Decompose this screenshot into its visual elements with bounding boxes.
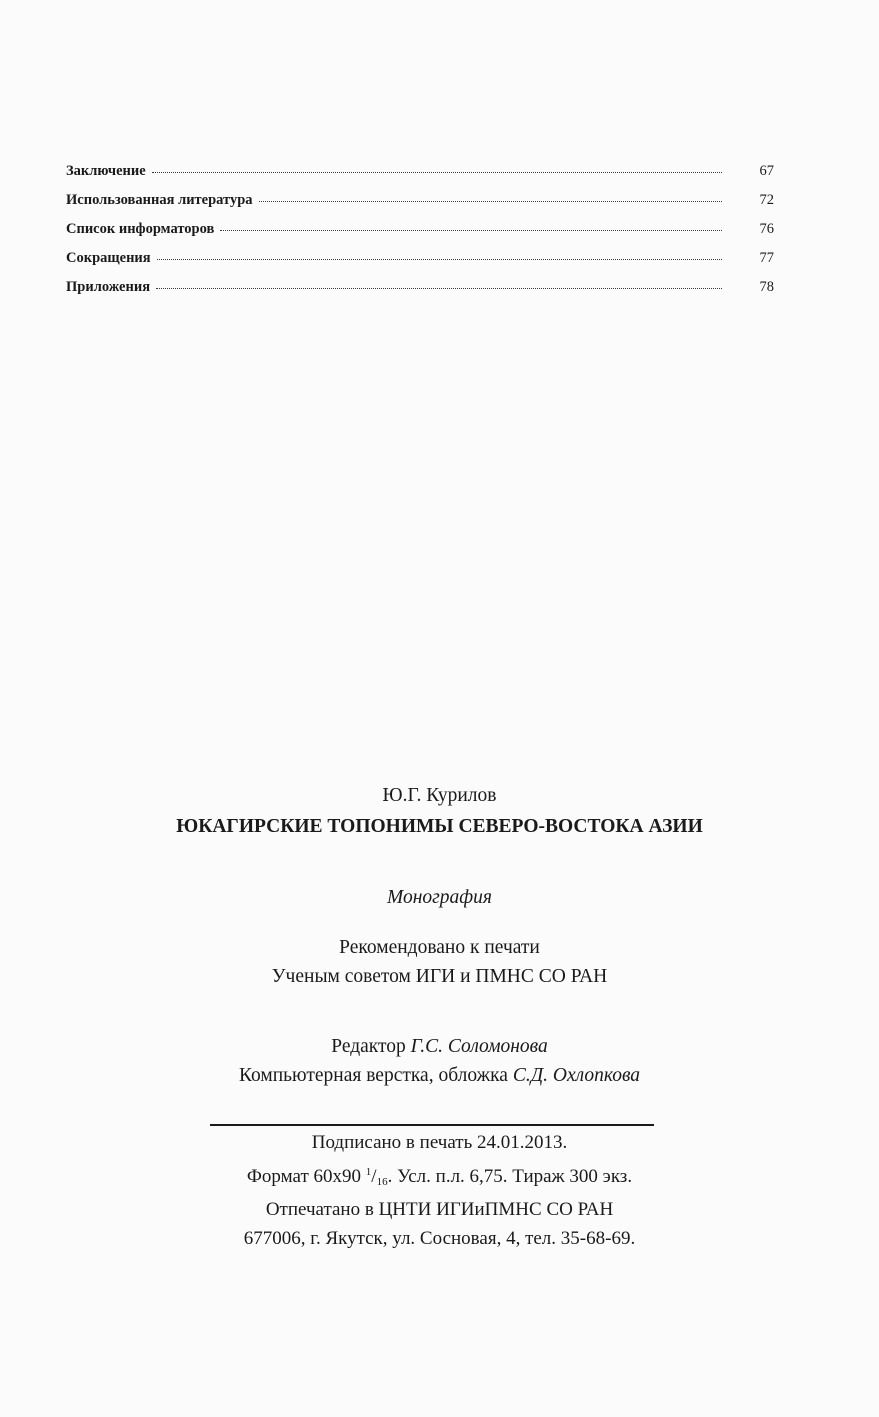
toc-entry-page: 72	[759, 192, 774, 208]
toc-entry-page: 77	[759, 250, 774, 266]
toc-entry-label: Список информаторов	[66, 221, 215, 237]
format-suffix: . Усл. п.л. 6,75. Тираж 300 экз.	[387, 1165, 633, 1187]
printed-at: Отпечатано в ЦНТИ ИГИиПМНС СО РАН	[265, 1199, 614, 1220]
toc-entry-conclusion	[66, 163, 774, 192]
layout-label: Компьютерная верстка, обложка	[238, 1065, 508, 1086]
divider-line	[210, 1124, 654, 1126]
toc-entry-label: Сокращения	[66, 250, 151, 266]
editor-credit	[0, 1032, 879, 1061]
book-genre: Монография	[387, 887, 492, 908]
signed-date: Подписано в печать 24.01.2013.	[311, 1132, 568, 1153]
format-fraction: $^1/_{16}$	[365, 1165, 388, 1188]
toc-leader-dots	[157, 259, 722, 260]
toc-leader-dots	[152, 172, 722, 173]
toc-leader-dots	[259, 201, 722, 202]
toc-leader-dots	[156, 288, 722, 289]
toc-entry-page: 76	[759, 221, 774, 237]
layout-credit	[0, 1061, 879, 1090]
toc-entry-page: 78	[759, 279, 774, 295]
editor-label: Редактор	[331, 1036, 406, 1057]
book-author: Ю.Г. Курилов	[382, 785, 497, 806]
toc-entry-label: Приложения	[66, 279, 151, 295]
format-denominator: 16	[376, 1175, 388, 1188]
toc-entry-label: Заключение	[66, 163, 146, 179]
editorial-credits	[0, 1032, 879, 1090]
format-prefix: Формат 60х90	[246, 1165, 362, 1187]
book-title: ЮКАГИРСКИЕ ТОПОНИМЫ СЕВЕРО-ВОСТОКА АЗИИ	[176, 816, 703, 837]
toc-leader-dots	[220, 230, 722, 231]
print-details	[0, 1129, 879, 1253]
format-line	[0, 1158, 879, 1197]
format-numerator: 1	[365, 1165, 372, 1178]
recommendation-line-2: Ученым советом ИГИ и ПМНС СО РАН	[271, 966, 608, 987]
table-of-contents	[66, 163, 774, 308]
toc-entry-appendices	[66, 279, 774, 308]
printer-address: 677006, г. Якутск, ул. Сосновая, 4, тел. 35-68-69.	[243, 1227, 636, 1249]
recommendation-line-1: Рекомендовано к печати	[339, 937, 540, 958]
toc-entry-abbreviations	[66, 250, 774, 279]
toc-entry-informants	[66, 221, 774, 250]
toc-entry-page: 67	[759, 163, 774, 179]
recommendation	[0, 933, 879, 991]
layout-name: С.Д. Охлопкова	[512, 1065, 641, 1086]
editor-name: Г.С. Соломонова	[410, 1036, 548, 1057]
toc-entry-label: Использованная литература	[66, 192, 253, 208]
toc-entry-references	[66, 192, 774, 221]
